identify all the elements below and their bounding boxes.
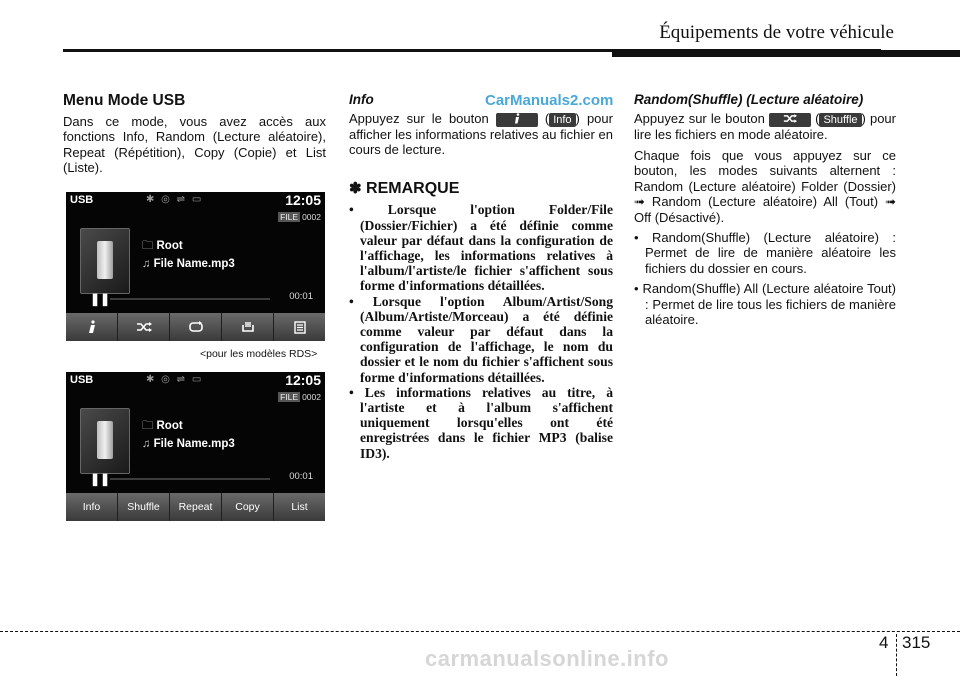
screen-caption: <pour les modèles RDS> xyxy=(200,348,318,360)
file-counter xyxy=(278,392,321,402)
info-icon-button xyxy=(496,113,538,127)
track-name: File Name.mp3 xyxy=(153,438,235,450)
clock: 12:05 xyxy=(285,372,321,388)
footer-divider xyxy=(896,634,898,676)
info-label-button: Info xyxy=(549,113,575,127)
clock: 12:05 xyxy=(285,192,321,208)
section-heading-random: Random(Shuffle) (Lecture aléatoire) xyxy=(634,92,864,107)
column-usb-menu xyxy=(63,92,326,176)
pause-icon[interactable]: ❚❚ xyxy=(90,292,111,306)
info-icon xyxy=(86,320,98,334)
random-text-before: Appuyez sur le bouton xyxy=(634,111,765,126)
folder-name: Root xyxy=(156,420,183,432)
shuffle-button[interactable]: Shuffle xyxy=(118,493,170,521)
file-number: 0002 xyxy=(302,392,321,402)
remarque-star-icon: ✽ xyxy=(349,180,362,198)
info-text: Appuyez sur le bouton ( Info ) pour afficher les informations relatives au fichier en cours de lecture. xyxy=(349,111,613,157)
usb-screen-icons xyxy=(66,192,325,341)
section-heading-usb: Menu Mode USB xyxy=(63,92,186,109)
watermark-carmanualsonline: carmanualsonline.info xyxy=(425,646,669,671)
file-label: FILE xyxy=(280,212,299,222)
file-counter xyxy=(278,212,321,222)
watermark-carmanuals: CarManuals2.com xyxy=(485,92,614,109)
shuffle-icon xyxy=(783,114,797,123)
folder-icon: 🗀 xyxy=(142,240,154,252)
shuffle-icon xyxy=(136,322,152,332)
copy-icon xyxy=(241,321,255,333)
note-item: • Lorsque l'option Folder/File (Dossier/Fichier) a été définie comme valeur par défaut dans la configuration de l'affichage, les informations relatives à l'album/l'artiste/le fichier s'affichent sous forme d'informations détaillées. xyxy=(349,202,613,294)
repeat-icon xyxy=(188,321,204,333)
shuffle-icon-button xyxy=(769,113,811,127)
elapsed-time: 00:01 xyxy=(289,471,313,482)
file-label: FILE xyxy=(280,392,299,402)
note-item: • Lorsque l'option Album/Artist/Song (Album/Artiste/Morceau) a été définie comme valeur par défaut dans la configuration de l'affichage, le nom du dossier et le nom du fichier s'affichent sous forme d'informations détaillées. xyxy=(349,293,613,385)
status-icons: ✱ ◎ ⇌ ▭ xyxy=(146,194,204,205)
source-label: USB xyxy=(70,194,94,206)
pause-icon[interactable]: ❚❚ xyxy=(90,472,111,486)
copy-button[interactable]: Copy xyxy=(222,493,274,521)
folder-icon: 🗀 xyxy=(142,420,154,432)
random-modes-text: Chaque fois que vous appuyez sur ce bouton, les modes suivants alternent : Random (Lecture aléatoire) Folder (Dossier) ➟ Random (Lecture aléatoire) All (Tout) ➟ Off (Désactivé). xyxy=(634,147,896,225)
remarque-heading xyxy=(349,179,613,198)
track-line xyxy=(142,438,235,450)
usb-stick-art xyxy=(80,408,130,474)
random-bullet: • Random(Shuffle) (Lecture aléatoire) : Permet de lire de manière aléatoire les fichiers du dossier en cours. xyxy=(634,230,896,276)
page-header-title: Équipements de votre véhicule xyxy=(659,22,894,43)
file-number: 0002 xyxy=(302,212,321,222)
repeat-button[interactable]: Repeat xyxy=(170,493,222,521)
repeat-button[interactable] xyxy=(170,313,222,341)
copy-button[interactable] xyxy=(222,313,274,341)
screen-status-bar xyxy=(66,192,325,210)
folder-name: Root xyxy=(156,240,183,252)
list-button[interactable] xyxy=(274,313,325,341)
random-text: Appuyez sur le bouton ( Shuffle ) pour lire les fichiers en mode aléatoire. xyxy=(634,111,896,142)
column-random xyxy=(634,92,896,327)
track-line xyxy=(142,258,235,270)
page-number: 315 xyxy=(902,633,931,652)
remarque-title: REMARQUE xyxy=(366,180,460,198)
info-text-after: pour afficher les informations relatives au fichier en cours de lecture. xyxy=(349,111,613,157)
info-text-before: Appuyez sur le bouton xyxy=(349,111,489,126)
progress-bar[interactable] xyxy=(110,478,270,480)
note-item: • Les informations relatives au titre, à l'artiste et à l'album s'affichent uniquement lorsqu'elles ont été enregistrées dans le fichier MP3 (balise ID3). xyxy=(349,384,613,461)
track-name: File Name.mp3 xyxy=(153,258,235,270)
header-bar xyxy=(612,50,960,57)
list-icon xyxy=(294,321,306,334)
info-button[interactable]: Info xyxy=(66,493,118,521)
folder-line xyxy=(142,418,183,437)
music-note-icon: ♫ xyxy=(142,258,151,270)
random-text-after: pour lire les fichiers en mode aléatoire. xyxy=(634,111,896,142)
screen-status-bar xyxy=(66,372,325,390)
text-toolbar xyxy=(66,493,325,521)
progress-bar[interactable] xyxy=(110,298,270,300)
usb-stick-icon xyxy=(97,421,113,459)
section-heading-info: Info xyxy=(349,92,374,107)
usb-stick-icon xyxy=(97,241,113,279)
folder-line xyxy=(142,238,183,257)
elapsed-time: 00:01 xyxy=(289,291,313,302)
info-icon xyxy=(513,113,521,124)
footer-rule xyxy=(0,631,960,632)
usb-stick-art xyxy=(80,228,130,294)
usb-screen-text xyxy=(66,372,325,521)
info-button[interactable] xyxy=(66,313,118,341)
source-label: USB xyxy=(70,374,94,386)
chapter-number: 4 xyxy=(879,633,889,652)
shuffle-button[interactable] xyxy=(118,313,170,341)
status-icons: ✱ ◎ ⇌ ▭ xyxy=(146,374,204,385)
column-info xyxy=(349,92,613,461)
icon-toolbar xyxy=(66,313,325,341)
usb-intro-text: Dans ce mode, vous avez accès aux fonctions Info, Random (Lecture aléatoire), Repeat (Répétition), Copy (Copie) et List (Liste). xyxy=(63,114,326,176)
shuffle-label-button: Shuffle xyxy=(819,113,861,127)
random-bullet: • Random(Shuffle) All (Lecture aléatoire Tout) : Permet de lire tous les fichiers de manière aléatoire. xyxy=(634,281,896,328)
list-button[interactable]: List xyxy=(291,501,308,513)
music-note-icon: ♫ xyxy=(142,438,151,450)
